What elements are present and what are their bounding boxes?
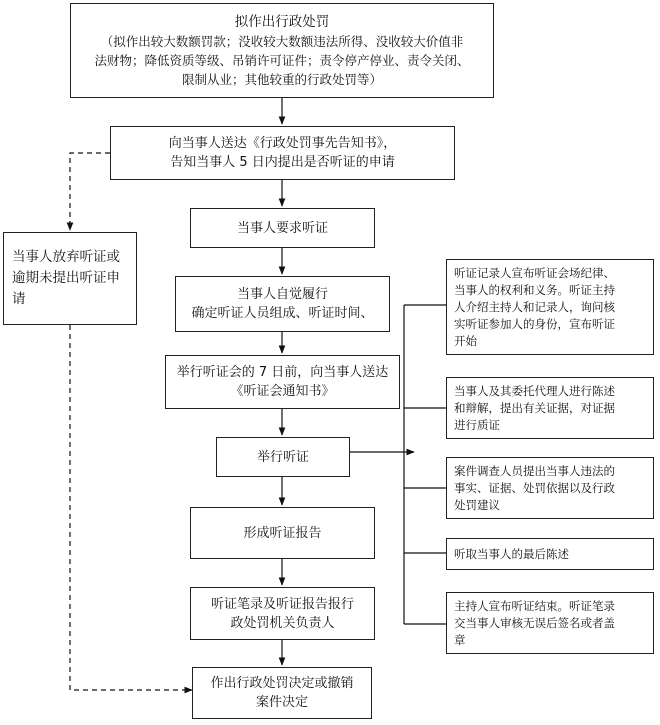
side-step-close-hearing	[446, 592, 654, 654]
side-step-final-statement	[446, 538, 654, 570]
side-step-statement-defense-line-1: 当事人及其委托代理人进行陈述	[454, 383, 615, 398]
side-step-open-hearing-line-5: 开始	[454, 333, 477, 348]
side-step-investigator-findings-line-3: 处罚建议	[454, 497, 500, 512]
box-confirm-arrangement-line-2: 确定听证人员组成、听证时间、	[191, 306, 374, 321]
box-proposed-penalty-title: 拟作出行政处罚	[234, 13, 330, 30]
side-step-statement-defense-line-2: 和辩解，提出有关证据，对证据	[454, 400, 615, 415]
box-send-notice-line-2: 告知当事人 5 日内提出是否听证的申请	[170, 155, 395, 170]
box-waive-hearing-line-1: 当事人放弃听证或	[12, 249, 120, 265]
side-step-close-hearing-line-2: 交当事人审核无误后签名或者盖	[454, 615, 615, 630]
box-waive-hearing	[3, 232, 137, 325]
box-proposed-penalty-line-1: （拟作出较大数额罚款；没收较大数额违法所得、没收较大价值非	[100, 33, 464, 49]
box-submit-to-chief-line-2: 政处罚机关负责人	[230, 615, 335, 631]
side-step-open-hearing-line-4: 实听证参加人的身份，宣布听证	[454, 316, 615, 331]
side-step-open-hearing-line-2: 当事人的权利和义务。听证主持	[454, 282, 615, 297]
side-step-investigator-findings-line-2: 事实、证据、处罚依据以及行政	[454, 480, 615, 495]
box-submit-to-chief	[190, 587, 375, 640]
box-hearing-report	[190, 507, 375, 559]
box-send-notice	[110, 126, 455, 180]
box-hearing-report-line-1: 形成听证报告	[243, 525, 322, 541]
box-confirm-arrangement	[175, 276, 390, 332]
side-step-close-hearing-line-1: 主持人宣布听证结束。听证笔录	[454, 598, 615, 613]
box-request-hearing	[190, 208, 375, 248]
box-proposed-penalty	[70, 3, 494, 98]
box-deliver-hearing-notice	[165, 355, 400, 409]
box-waive-hearing-line-2: 逾期未提出听证申	[12, 270, 120, 286]
side-step-open-hearing-line-1: 听证记录人宣布听证会场纪律、	[454, 265, 615, 280]
side-step-open-hearing	[446, 259, 654, 355]
box-deliver-hearing-notice-line-1: 举行听证会的 7 日前，向当事人送达	[176, 365, 389, 380]
box-deliver-hearing-notice-line-2: 《听证会通知书》	[230, 384, 335, 399]
box-send-notice-line-1: 向当事人送达《行政处罚事先告知书》，	[168, 136, 397, 151]
box-make-decision-line-1: 作出行政处罚决定或撤销	[210, 676, 354, 691]
side-step-statement-defense	[446, 377, 654, 439]
dashed-arrow-notice-to-waive	[70, 153, 110, 230]
box-submit-to-chief-line-1: 听证笔录及听证报告报行	[210, 596, 354, 612]
side-step-open-hearing-line-3: 人介绍主持人和记录人，询问核	[454, 299, 615, 314]
side-step-close-hearing-line-3: 章	[454, 632, 466, 647]
box-make-decision	[192, 667, 372, 719]
box-confirm-arrangement-line-1: 当事人自觉履行	[236, 287, 328, 302]
box-request-hearing-line-1: 当事人要求听证	[236, 220, 328, 236]
side-step-final-statement-line-1: 听取当事人的最后陈述	[454, 546, 569, 561]
side-step-statement-defense-line-3: 进行质证	[454, 417, 500, 432]
box-make-decision-line-2: 案件决定	[255, 695, 308, 710]
box-proposed-penalty-line-3: 限制从业；其他较重的行政处罚等）	[181, 71, 382, 87]
box-waive-hearing-line-3: 请	[12, 291, 26, 307]
side-step-investigator-findings	[446, 457, 654, 519]
box-hold-hearing	[216, 437, 350, 477]
side-step-investigator-findings-line-1: 案件调查人员提出当事人违法的	[454, 463, 615, 478]
box-proposed-penalty-line-2: 法财物；降低资质等级、吊销许可证件；责令停产停业、责令关闭、	[94, 52, 470, 68]
box-hold-hearing-line-1: 举行听证	[256, 449, 309, 465]
